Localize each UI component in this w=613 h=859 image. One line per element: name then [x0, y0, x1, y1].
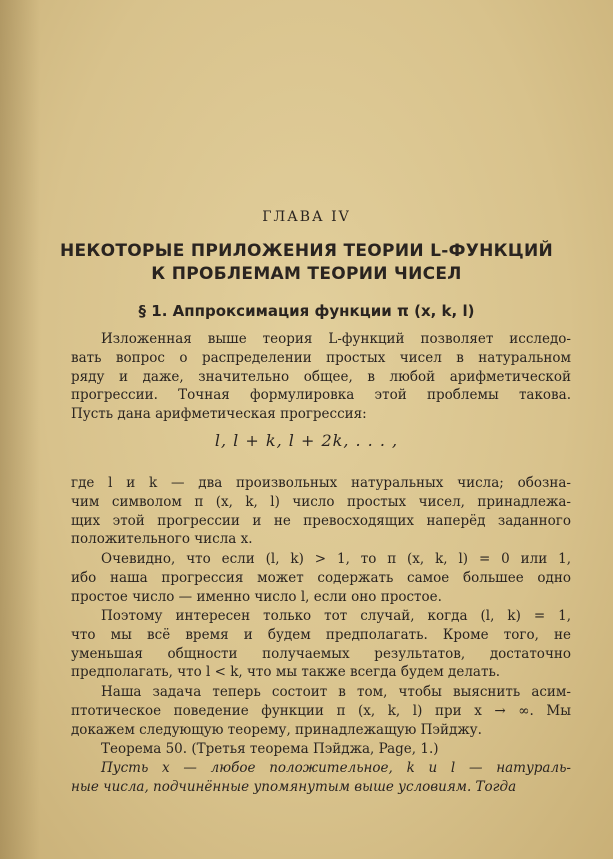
text-line: где l и k — два произвольных натуральных числа; обозна- [71, 475, 571, 491]
text-line: докажем следующую теорему, принадлежащую Пэйджу. [71, 721, 482, 738]
paragraph-4 [71, 607, 571, 682]
paragraph-5 [71, 683, 571, 739]
text-line: предполагать, что l < k, что мы также всегда будем делать. [71, 664, 501, 681]
theorem-text-line: ные числа, подчинённые упомянутым выше условиям. Тогда [71, 778, 517, 795]
text-line: вать вопрос о распределении простых чисел в натуральном [71, 349, 571, 366]
chapter-heading: ГЛАВА IV [262, 209, 351, 225]
text-line: Изложенная выше теория L-функций позволяет исследо- [101, 331, 571, 347]
chapter-title [40, 240, 573, 286]
paragraph-3 [71, 550, 571, 606]
section-heading: § 1. Аппроксимация функции π (x, k, l) [138, 302, 475, 320]
text-line: ибо наша прогрессия может содержать самое большее одно [71, 569, 571, 586]
text-line: Пусть дана арифметическая прогрессия: [71, 406, 367, 423]
text-line: Очевидно, что если (l, k) > 1, то π (x, k, l) = 0 или 1, [101, 551, 571, 567]
page-gutter-shadow [0, 0, 40, 859]
progression-formula: l, l + k, l + 2k, . . . , [214, 431, 399, 450]
text-line: Поэтому интересен только тот случай, когда (l, k) = 1, [101, 608, 571, 624]
text-line: щих этой прогрессии и не превосходящих наперёд заданного [71, 512, 571, 529]
text-line: птотическое поведение функции π (x, k, l) при x → ∞. Мы [71, 702, 571, 719]
text-line: прогрессии. Точная формулировка этой проблемы такова. [71, 387, 571, 404]
text-line: чим символом π (x, k, l) число простых чисел, принадлежа- [71, 493, 571, 510]
text-line: Наша задача теперь состоит в том, чтобы выяснить асим- [101, 684, 571, 700]
chapter-title-line-2: К ПРОБЛЕМАМ ТЕОРИИ ЧИСЕЛ [151, 264, 462, 284]
text-line: уменьшая общности получаемых результатов, достаточно [71, 645, 571, 662]
theorem-block [71, 740, 571, 796]
theorem-text-line: Пусть x — любое положительное, k и l — натураль- [101, 759, 571, 776]
theorem-heading: Теорема 50. (Третья теорема Пэйджа, Page, 1.) [101, 741, 439, 757]
text-line: ряду и даже, значительно общее, в любой арифметической [71, 368, 571, 385]
paragraph-2 [71, 474, 571, 549]
text-line: положительного числа x. [71, 531, 253, 548]
text-line: что мы всё время и будем предполагать. Кроме того, не [71, 626, 571, 643]
paragraph-1 [71, 330, 571, 424]
text-line: простое число — именно число l, если оно простое. [71, 588, 442, 605]
chapter-title-line-1: НЕКОТОРЫЕ ПРИЛОЖЕНИЯ ТЕОРИИ L-ФУНКЦИЙ [59, 241, 553, 261]
